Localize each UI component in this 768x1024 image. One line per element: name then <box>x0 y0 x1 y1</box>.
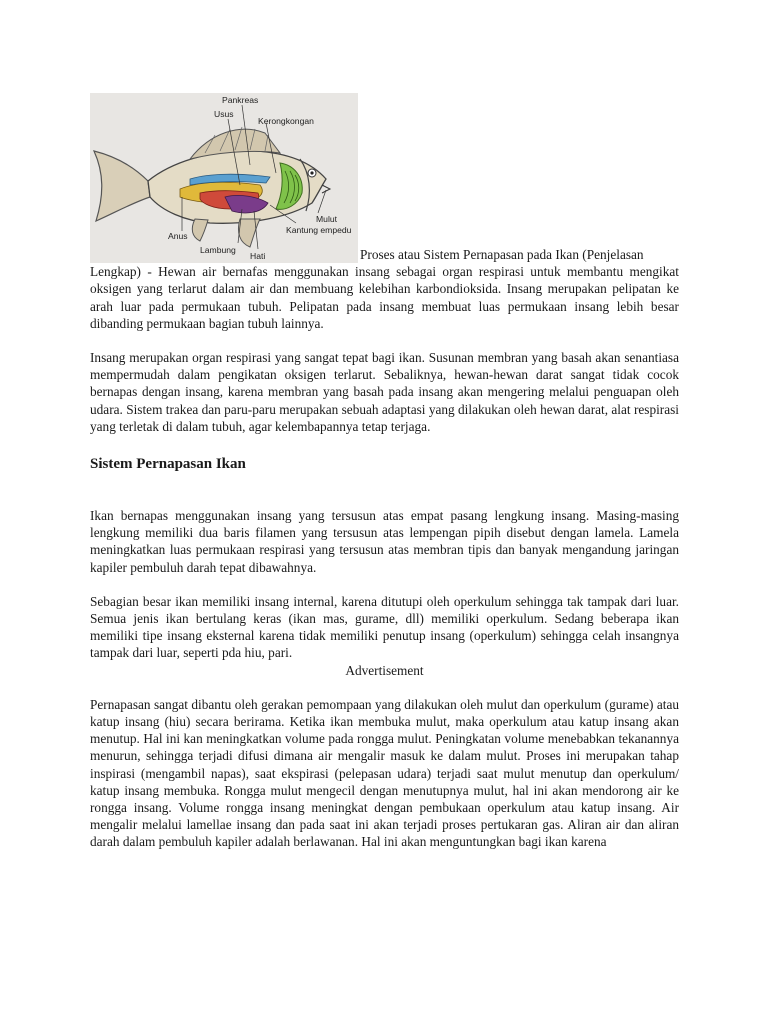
fish-diagram <box>90 93 358 263</box>
label-mulut: Mulut <box>316 214 338 224</box>
label-lambung: Lambung <box>200 245 236 255</box>
label-anus: Anus <box>168 231 188 241</box>
label-kerongkongan: Kerongkongan <box>258 116 314 126</box>
fish-anatomy-figure <box>90 93 358 263</box>
label-pankreas: Pankreas <box>222 95 259 105</box>
paragraph-insang-organ: Insang merupakan organ respirasi yang sangat tepat bagi ikan. Susunan membran yang basah akan senantiasa mempermudah dalam pengikatan oksigen terlarut. Sebaliknya, hewan-hewan darat sangat tidak cocok bernapas dengan insang, karena membran yang basah pada insang akan mengering melalui penguapan oleh udara. Sistem trakea dan paru-paru merupakan sebuah adaptasi yang dilakukan oleh hewan darat, alat respirasi yang terletak di dalam tubuh, agar kelembapannya tetap terjaga. <box>90 350 679 434</box>
label-kantung-empedu: Kantung empedu <box>286 225 352 235</box>
label-usus: Usus <box>214 109 234 119</box>
paragraph-lengkung-insang: Ikan bernapas menggunakan insang yang tersusun atas empat pasang lengkung insang. Masing-masing lengkung memiliki dua baris filamen yang tersusun atas lempengan pipih disebut dengan lamela. Lamela meningkatkan luas permukaan respirasi yang tersusun atas membran tipis dan banyak mengandung jaringan kapiler pembuluh darah tepat dibawahnya. <box>90 508 679 575</box>
document-page <box>90 93 679 851</box>
advertisement-label: Advertisement <box>345 662 424 678</box>
paragraph-pemompaan: Pernapasan sangat dibantu oleh gerakan pemompaan yang dilakukan oleh mulut dan operkulum (gurame) atau katup insang (hiu) secara berirama. Ketika ikan membuka mulut, maka operkulum atau katup insang akan menutup. Hal ini kan meningkatkan volume pada rongga mulut. Peningkatan volume menebabkan tekanannya menurun, sehingga terjadi difusi dimana air mengalir masuk ke dalam mulut. Proses ini merupakan tahap inspirasi (mengambil napas), saat ekspirasi (pelepasan udara) terjadi saat mulut menutup dan operkulum/ katup insang membuka. Rongga mulut mengecil dengan menutupnya mulut, hal ini akan mendorong air ke rongga insang. Volume rongga insang meningkat dengan pembukaan operkulum atau katup insang. Air mengalir melalui lamellae insang dan pada saat ini akan terjadi proses pertukaran gas. Aliran air dan aliran darah dalam pembuluh kapiler adalah berlawanan. Hal ini akan menguntungkan bagi ikan karena <box>90 696 679 850</box>
paragraph-insang-internal: Sebagian besar ikan memiliki insang internal, karena ditutupi oleh operkulum sehingga tak tampak dari luar. Semua jenis ikan bertulang keras (ikan mas, gurame, dll) memiliki operkulum. Sedang beberapa ikan memiliki tipe insang eksternal karena tidak memiliki penutup insang (operkulum) sehingga celah insangnya tampak dari luar, seperti pda hiu, pari. <box>90 593 679 661</box>
section-heading: Sistem Pernapasan Ikan <box>90 456 246 473</box>
caption-start: Proses atau Sistem Pernapasan pada Ikan (Penjelasan <box>360 247 644 262</box>
label-hati: Hati <box>250 251 266 261</box>
intro-paragraph: Lengkap) - Hewan air bernafas menggunakan insang sebagai organ respirasi untuk membantu mengikat oksigen yang terlarut dalam air dan membuang kelebihan karbondioksida. Insang merupakan pelipatan ke arah luar pada permukaan tubuh. Pelipatan pada insang membuat luas permukaan insang lebih besar dibanding permukaan bagian tubuh lainnya. <box>90 264 679 331</box>
